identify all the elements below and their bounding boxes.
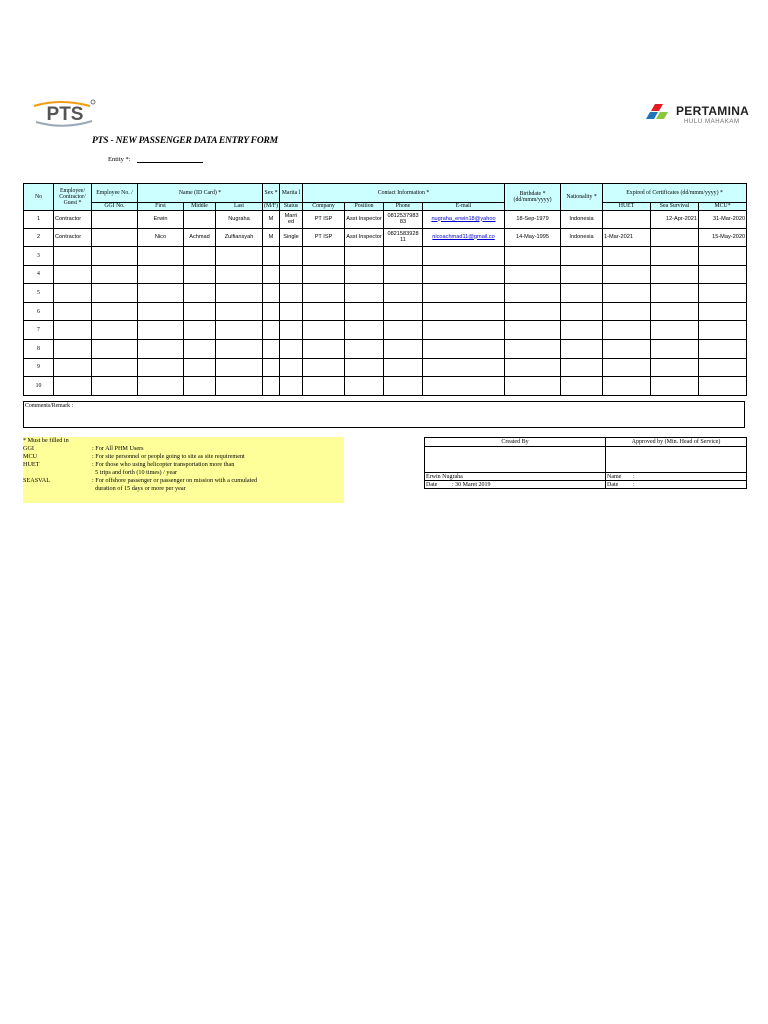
cell-sea-survival[interactable] xyxy=(651,229,699,247)
table-row-empty[interactable] xyxy=(24,302,747,321)
cell-mcu[interactable]: 31-Mar-2020 xyxy=(699,211,747,229)
entity-label: Entity *: xyxy=(108,156,131,163)
col-phone-header: Phone xyxy=(384,203,423,211)
table-row-empty[interactable] xyxy=(24,321,747,340)
cell-first[interactable]: Erwin xyxy=(138,211,184,229)
cell-phone[interactable]: 0821583928 11 xyxy=(384,229,423,247)
cell-marital[interactable]: Single xyxy=(280,229,303,247)
cell-middle[interactable]: Achmad xyxy=(184,229,216,247)
cell-middle[interactable] xyxy=(184,211,216,229)
col-birthdate-header: Birthdate * (dd/mmm/yyyy) xyxy=(505,184,561,211)
approver-signature-box[interactable] xyxy=(606,447,747,473)
pts-logo xyxy=(30,96,100,130)
col-type-header: Employee/ Contractor/ Guest * xyxy=(54,184,92,211)
cell-phone[interactable]: 0812537983 83 xyxy=(384,211,423,229)
approver-name-label: Name xyxy=(607,473,622,480)
cell-no[interactable]: 3 xyxy=(24,247,54,266)
col-marital-header: Marita l xyxy=(280,184,303,203)
creator-date-field[interactable] xyxy=(425,481,606,489)
cell-no[interactable]: 6 xyxy=(24,302,54,321)
cell-email[interactable]: nugraha_erwin18@yahoo xyxy=(423,211,505,229)
cell-mcu[interactable]: 15-May-2020 xyxy=(699,229,747,247)
cell-position[interactable]: Asst Inspector xyxy=(345,211,384,229)
creator-name[interactable]: Erwin Nugraha xyxy=(425,473,606,481)
note-key: MCU xyxy=(23,453,38,460)
entity-input-line[interactable] xyxy=(137,156,203,163)
cell-company[interactable]: PT ISP xyxy=(303,211,345,229)
col-status-header: Status xyxy=(280,203,303,211)
cell-no[interactable]: 7 xyxy=(24,321,54,340)
cell-birthdate[interactable]: 14-May-1995 xyxy=(505,229,561,247)
note-key: HUET xyxy=(23,461,40,468)
col-mf-header: (M/F) xyxy=(264,203,278,210)
col-name-header: Name (ID Card) * xyxy=(138,184,263,203)
cell-first[interactable]: Nico xyxy=(138,229,184,247)
table-row[interactable] xyxy=(24,229,747,247)
cell-huet[interactable] xyxy=(603,211,651,229)
col-last-header: Last xyxy=(216,203,263,211)
notes-title: * Must be filled in xyxy=(23,437,69,444)
created-by-header: Created By xyxy=(425,438,606,447)
col-empno-header: Employee No. / xyxy=(92,184,138,203)
table-row-empty[interactable] xyxy=(24,377,747,396)
entity-field[interactable] xyxy=(108,156,203,163)
comments-box[interactable] xyxy=(23,401,745,428)
cell-no[interactable]: 4 xyxy=(24,265,54,284)
note-key: SEASVAL xyxy=(23,477,51,484)
passenger-table xyxy=(23,183,747,396)
col-company-header: Company xyxy=(303,203,345,211)
col-email-header: E-mail xyxy=(423,203,505,211)
col-ggi-header: GGI No. xyxy=(92,203,138,211)
header-row-1 xyxy=(24,184,747,203)
cell-birthdate[interactable]: 18-Sep-1979 xyxy=(505,211,561,229)
table-row[interactable] xyxy=(24,211,747,229)
cell-empno[interactable] xyxy=(92,229,138,247)
pertamina-subtitle: HULU MAHAKAM xyxy=(684,119,740,125)
col-sea-survival-header: Sea Survival xyxy=(651,203,699,211)
cell-sea-survival[interactable]: 12-Apr-2021 xyxy=(651,211,699,229)
table-row-empty[interactable] xyxy=(24,339,747,358)
cell-sex[interactable]: M xyxy=(263,211,280,229)
note-key: GGI xyxy=(23,445,34,452)
table-row-empty[interactable] xyxy=(24,284,747,303)
comments-label: Comments/Remark : xyxy=(25,403,74,409)
cell-nationality[interactable]: Indonesia xyxy=(561,211,603,229)
pts-logo-text: PTS xyxy=(46,104,84,125)
signoff-table xyxy=(424,437,747,489)
col-contact-header: Contact Information * xyxy=(303,184,505,203)
col-mcu-header: MCU* xyxy=(699,203,747,211)
approver-date-field[interactable] xyxy=(606,481,747,489)
cell-empno[interactable] xyxy=(92,211,138,229)
header-row-2 xyxy=(24,203,747,211)
pertamina-mark-icon xyxy=(646,104,672,126)
note-text: : For site personnel or people going to site as site requirement xyxy=(92,453,245,460)
note-text: : For those who using helicopter transportation more than xyxy=(92,461,235,468)
cell-last[interactable]: Nugraha xyxy=(216,211,263,229)
cell-email[interactable]: nicoachmad11@gmail.co xyxy=(423,229,505,247)
note-text-cont: 5 trips and forth (10 times) / year xyxy=(92,469,178,476)
cell-type[interactable]: Contractor xyxy=(54,229,92,247)
cell-company[interactable]: PT ISP xyxy=(303,229,345,247)
note-text: : For offshore passenger or passenger on mission with a cumulated xyxy=(92,477,258,484)
cell-no[interactable]: 5 xyxy=(24,284,54,303)
col-first-header: First xyxy=(138,203,184,211)
col-certs-header: Expired of Certificates (dd/mmm/yyyy) * xyxy=(603,184,747,203)
col-nationality-header: Nationality * xyxy=(561,184,603,211)
creator-date-label: Date xyxy=(426,481,438,488)
pertamina-logo xyxy=(646,104,761,132)
cell-sex[interactable]: M xyxy=(263,229,280,247)
cell-no[interactable]: 1 xyxy=(24,211,54,229)
approver-name-field[interactable] xyxy=(606,473,747,481)
col-sex-header: Sex * xyxy=(263,184,280,203)
pertamina-name: PERTAMINA xyxy=(676,104,750,118)
col-middle-header: Middle xyxy=(184,203,216,211)
cell-nationality[interactable]: Indonesia xyxy=(561,229,603,247)
cell-no[interactable]: 8 xyxy=(24,339,54,358)
creator-date: : 30 Maret 2019 xyxy=(452,481,491,488)
col-no-header: No xyxy=(24,184,54,211)
cell-marital[interactable]: Marri ed xyxy=(280,211,303,229)
table-row-empty[interactable] xyxy=(24,265,747,284)
note-text-cont: duration of 15 days or more per year xyxy=(92,485,186,492)
cell-no[interactable]: 9 xyxy=(24,358,54,377)
table-row-empty[interactable] xyxy=(24,247,747,266)
col-huet-header: HUET xyxy=(603,203,651,211)
approver-date-label: Date xyxy=(607,481,619,488)
approved-by-header: Approved by (Min. Head of Service) xyxy=(606,438,747,447)
col-position-header: Position xyxy=(345,203,384,211)
note-text: : For All PHM Users xyxy=(92,445,144,452)
creator-signature-box[interactable] xyxy=(425,447,606,473)
cell-last[interactable]: Zulfiansyah xyxy=(216,229,263,247)
table-row-empty[interactable] xyxy=(24,358,747,377)
cell-type[interactable]: Contractor xyxy=(54,211,92,229)
cell-no[interactable]: 10 xyxy=(24,377,54,396)
notes-legend xyxy=(23,437,344,503)
approver-date-colon: : xyxy=(633,481,635,488)
cell-huet[interactable]: 1-Mar-2021 xyxy=(603,229,651,247)
cell-position[interactable]: Asst Inspector xyxy=(345,229,384,247)
approver-name-colon: : xyxy=(633,473,635,480)
cell-no[interactable]: 2 xyxy=(24,229,54,247)
form-title: PTS - NEW PASSENGER DATA ENTRY FORM xyxy=(92,136,278,146)
